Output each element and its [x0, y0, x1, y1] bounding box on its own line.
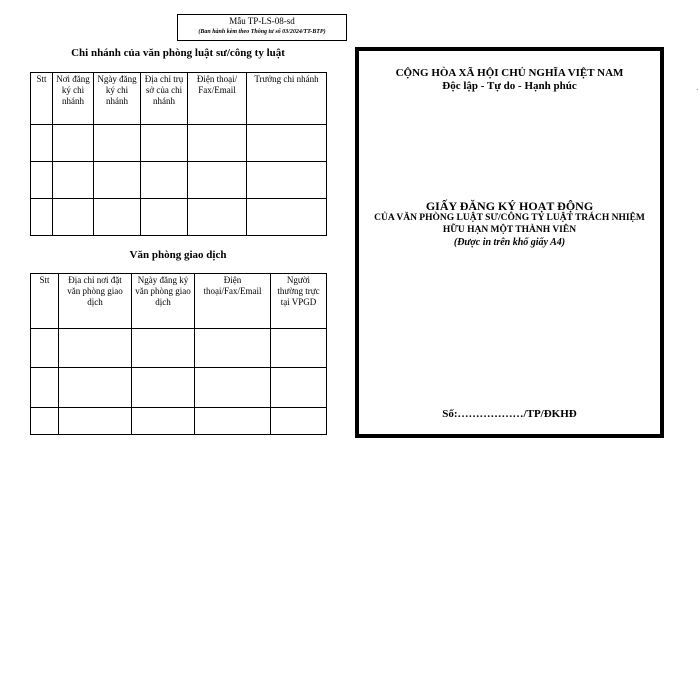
form-code-note: (Ban hành kèm theo Thông tư số 03/2024/TT-BTP)	[198, 29, 326, 35]
column-header: Điện thoại/ Fax/Email	[188, 73, 247, 125]
table-cell[interactable]	[188, 125, 247, 162]
table-cell[interactable]	[53, 125, 94, 162]
table-header-row	[31, 73, 327, 125]
column-header: Trưởng chi nhánh	[247, 73, 327, 125]
republic-heading: CỘNG HÒA XÃ HỘI CHỦ NGHĨA VIỆT NAM	[395, 67, 624, 79]
document-subtitle-line2: HỮU HẠN MỘT THÀNH VIÊN	[442, 225, 577, 235]
cover-page	[355, 47, 664, 438]
motto: Độc lập - Tự do - Hạnh phúc	[442, 80, 577, 92]
table-cell[interactable]	[271, 408, 327, 435]
table-cell[interactable]	[94, 125, 141, 162]
table-row	[31, 162, 327, 199]
table-cell[interactable]	[132, 408, 195, 435]
form-code-box	[177, 14, 347, 41]
table-cell[interactable]	[247, 125, 327, 162]
document-subtitle-line1: CỦA VĂN PHÒNG LUẬT SƯ/CÔNG TY LUẬT TRÁCH NHIỆM	[374, 213, 645, 223]
edge-mark: ·	[696, 86, 699, 94]
table-cell[interactable]	[195, 408, 271, 435]
table-cell[interactable]	[59, 368, 132, 408]
table-cell[interactable]	[132, 329, 195, 368]
registration-number: Số:………………/TP/ĐKHĐ	[442, 408, 577, 420]
column-header: Ngày đăng ký chi nhánh	[94, 73, 141, 125]
table-cell[interactable]	[31, 368, 59, 408]
table-header-row	[31, 274, 327, 329]
table-cell[interactable]	[195, 368, 271, 408]
table-row	[31, 408, 327, 435]
table-cell[interactable]	[247, 199, 327, 236]
column-header: Địa chỉ trụ sở của chi nhánh	[141, 73, 188, 125]
office-table	[30, 273, 327, 435]
table-cell[interactable]	[195, 329, 271, 368]
table-cell[interactable]	[271, 368, 327, 408]
table-cell[interactable]	[31, 125, 53, 162]
column-header: Nơi đăng ký chi nhánh	[53, 73, 94, 125]
branch-table	[30, 72, 327, 236]
table-cell[interactable]	[31, 162, 53, 199]
table-cell[interactable]	[188, 162, 247, 199]
paper-size-note: (Được in trên khổ giấy A4)	[453, 237, 566, 248]
column-header: Stt	[31, 274, 59, 329]
table-cell[interactable]	[188, 199, 247, 236]
table-cell[interactable]	[31, 199, 53, 236]
table-cell[interactable]	[132, 368, 195, 408]
table-cell[interactable]	[141, 125, 188, 162]
table-cell[interactable]	[31, 408, 59, 435]
table-cell[interactable]	[53, 199, 94, 236]
form-code: Mẫu TP-LS-08-sd	[229, 16, 295, 26]
table-cell[interactable]	[31, 329, 59, 368]
column-header: Ngày đăng ký văn phòng giao dịch	[132, 274, 195, 329]
column-header: Điện thoại/Fax/Email	[195, 274, 271, 329]
table-cell[interactable]	[94, 199, 141, 236]
document-title: GIẤY ĐĂNG KÝ HOẠT ĐỘNG	[425, 199, 594, 213]
table-cell[interactable]	[53, 162, 94, 199]
table-row	[31, 125, 327, 162]
table-cell[interactable]	[59, 329, 132, 368]
table-cell[interactable]	[59, 408, 132, 435]
table-row	[31, 368, 327, 408]
table-row	[31, 199, 327, 236]
branch-section-title: Chi nhánh của văn phòng luật sư/công ty luật	[71, 47, 285, 59]
column-header: Người thường trực tại VPGD	[271, 274, 327, 329]
column-header: Địa chỉ nơi đặt văn phòng giao dịch	[59, 274, 132, 329]
column-header: Stt	[31, 73, 53, 125]
table-cell[interactable]	[94, 162, 141, 199]
table-cell[interactable]	[141, 199, 188, 236]
table-cell[interactable]	[271, 329, 327, 368]
table-cell[interactable]	[141, 162, 188, 199]
office-section-title: Văn phòng giao dịch	[129, 249, 227, 261]
table-row	[31, 329, 327, 368]
table-cell[interactable]	[247, 162, 327, 199]
